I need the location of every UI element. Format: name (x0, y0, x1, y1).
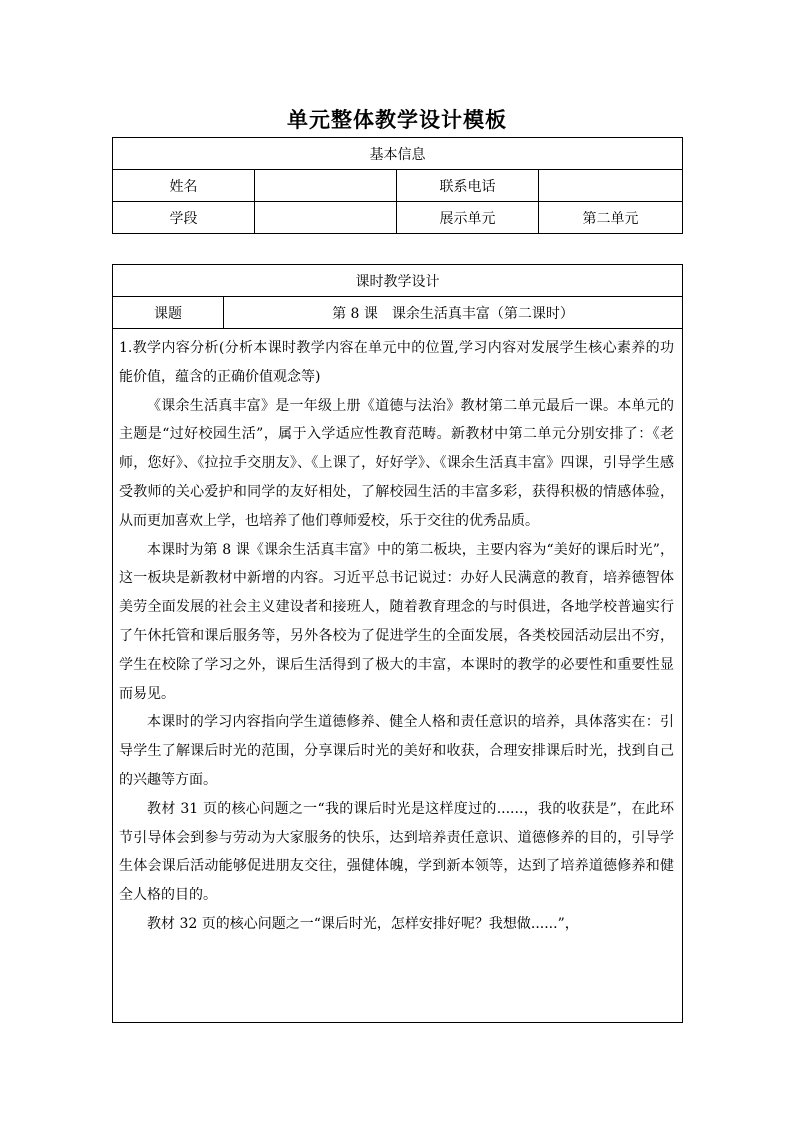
basic-info-table (112, 137, 683, 234)
phone-label: 联系电话 (397, 170, 539, 202)
unit-label: 展示单元 (397, 202, 539, 234)
paragraph: 《课余生活真丰富》是一年级上册《道德与法治》教材第二单元最后一课。本单元的主题是“过好校园生活”，属于入学适应性教育范畴。新教材中第二单元分别安排了：《老师，您好》、《拉拉手交朋友》、《上课了，好好学》、《课余生活真丰富》四课，引导学生感受教师的关心爱护和同学的友好相处，了解校园生活的丰富多彩，获得积极的情感体验，从而更加喜欢上学，也培养了他们尊师爱校，乐于交往的优秀品质。 (119, 397, 674, 529)
page-title: 单元整体教学设计模板 (287, 108, 507, 132)
phone-field[interactable] (539, 170, 683, 202)
paragraph: 教材 31 页的核心问题之一“我的课后时光是这样度过的......，我的收获是”，在此环节引导体会到参与劳动为大家服务的快乐，达到培养责任意识、道德修养的目的，引导学生体会课后活动能够促进朋友交往，强健体魄，学到新本领等，达到了培养道德修养和健全人格的目的。 (119, 800, 674, 904)
lesson-design-header: 课时教学设计 (113, 265, 683, 297)
stage-field[interactable] (255, 202, 397, 234)
paragraph: 教材 32 页的核心问题之一“课后时光，怎样安排好呢？我想做......”， (147, 915, 579, 932)
basic-info-header: 基本信息 (113, 138, 683, 170)
stage-label: 学段 (113, 202, 255, 234)
name-label: 姓名 (113, 170, 255, 202)
topic-value: 第 8 课 课余生活真丰富（第二课时） (224, 297, 683, 329)
section-heading: 1.教学内容分析(分析本课时教学内容在单元中的位置,学习内容对发展学生核心素养的功能价值，蕴含的正确价值观念等) (119, 340, 674, 385)
paragraph: 本课时为第 8 课《课余生活真丰富》中的第二板块，主要内容为“美好的课后时光”，这一板块是新教材中新增的内容。习近平总书记说过：办好人民满意的教育，培养德智体美劳全面发展的社会主义建设者和接班人，随着教育理念的与时俱进，各地学校普遍实行了午休托管和课后服务等，另外各校为了促进学生的全面发展，各类校园活动层出不穷，学生在校除了学习之外，课后生活得到了极大的丰富，本课时的教学的必要性和重要性显而易见。 (119, 541, 674, 702)
topic-label: 课题 (113, 297, 224, 329)
paragraph: 本课时的学习内容指向学生道德修养、健全人格和责任意识的培养，具体落实在：引导学生了解课后时光的范围，分享课后时光的美好和收获，合理安排课后时光，找到自己的兴趣等方面。 (119, 714, 674, 788)
content-analysis-cell (113, 329, 683, 1023)
name-field[interactable] (255, 170, 397, 202)
unit-value: 第二单元 (539, 202, 683, 234)
lesson-design-table (112, 264, 683, 1023)
